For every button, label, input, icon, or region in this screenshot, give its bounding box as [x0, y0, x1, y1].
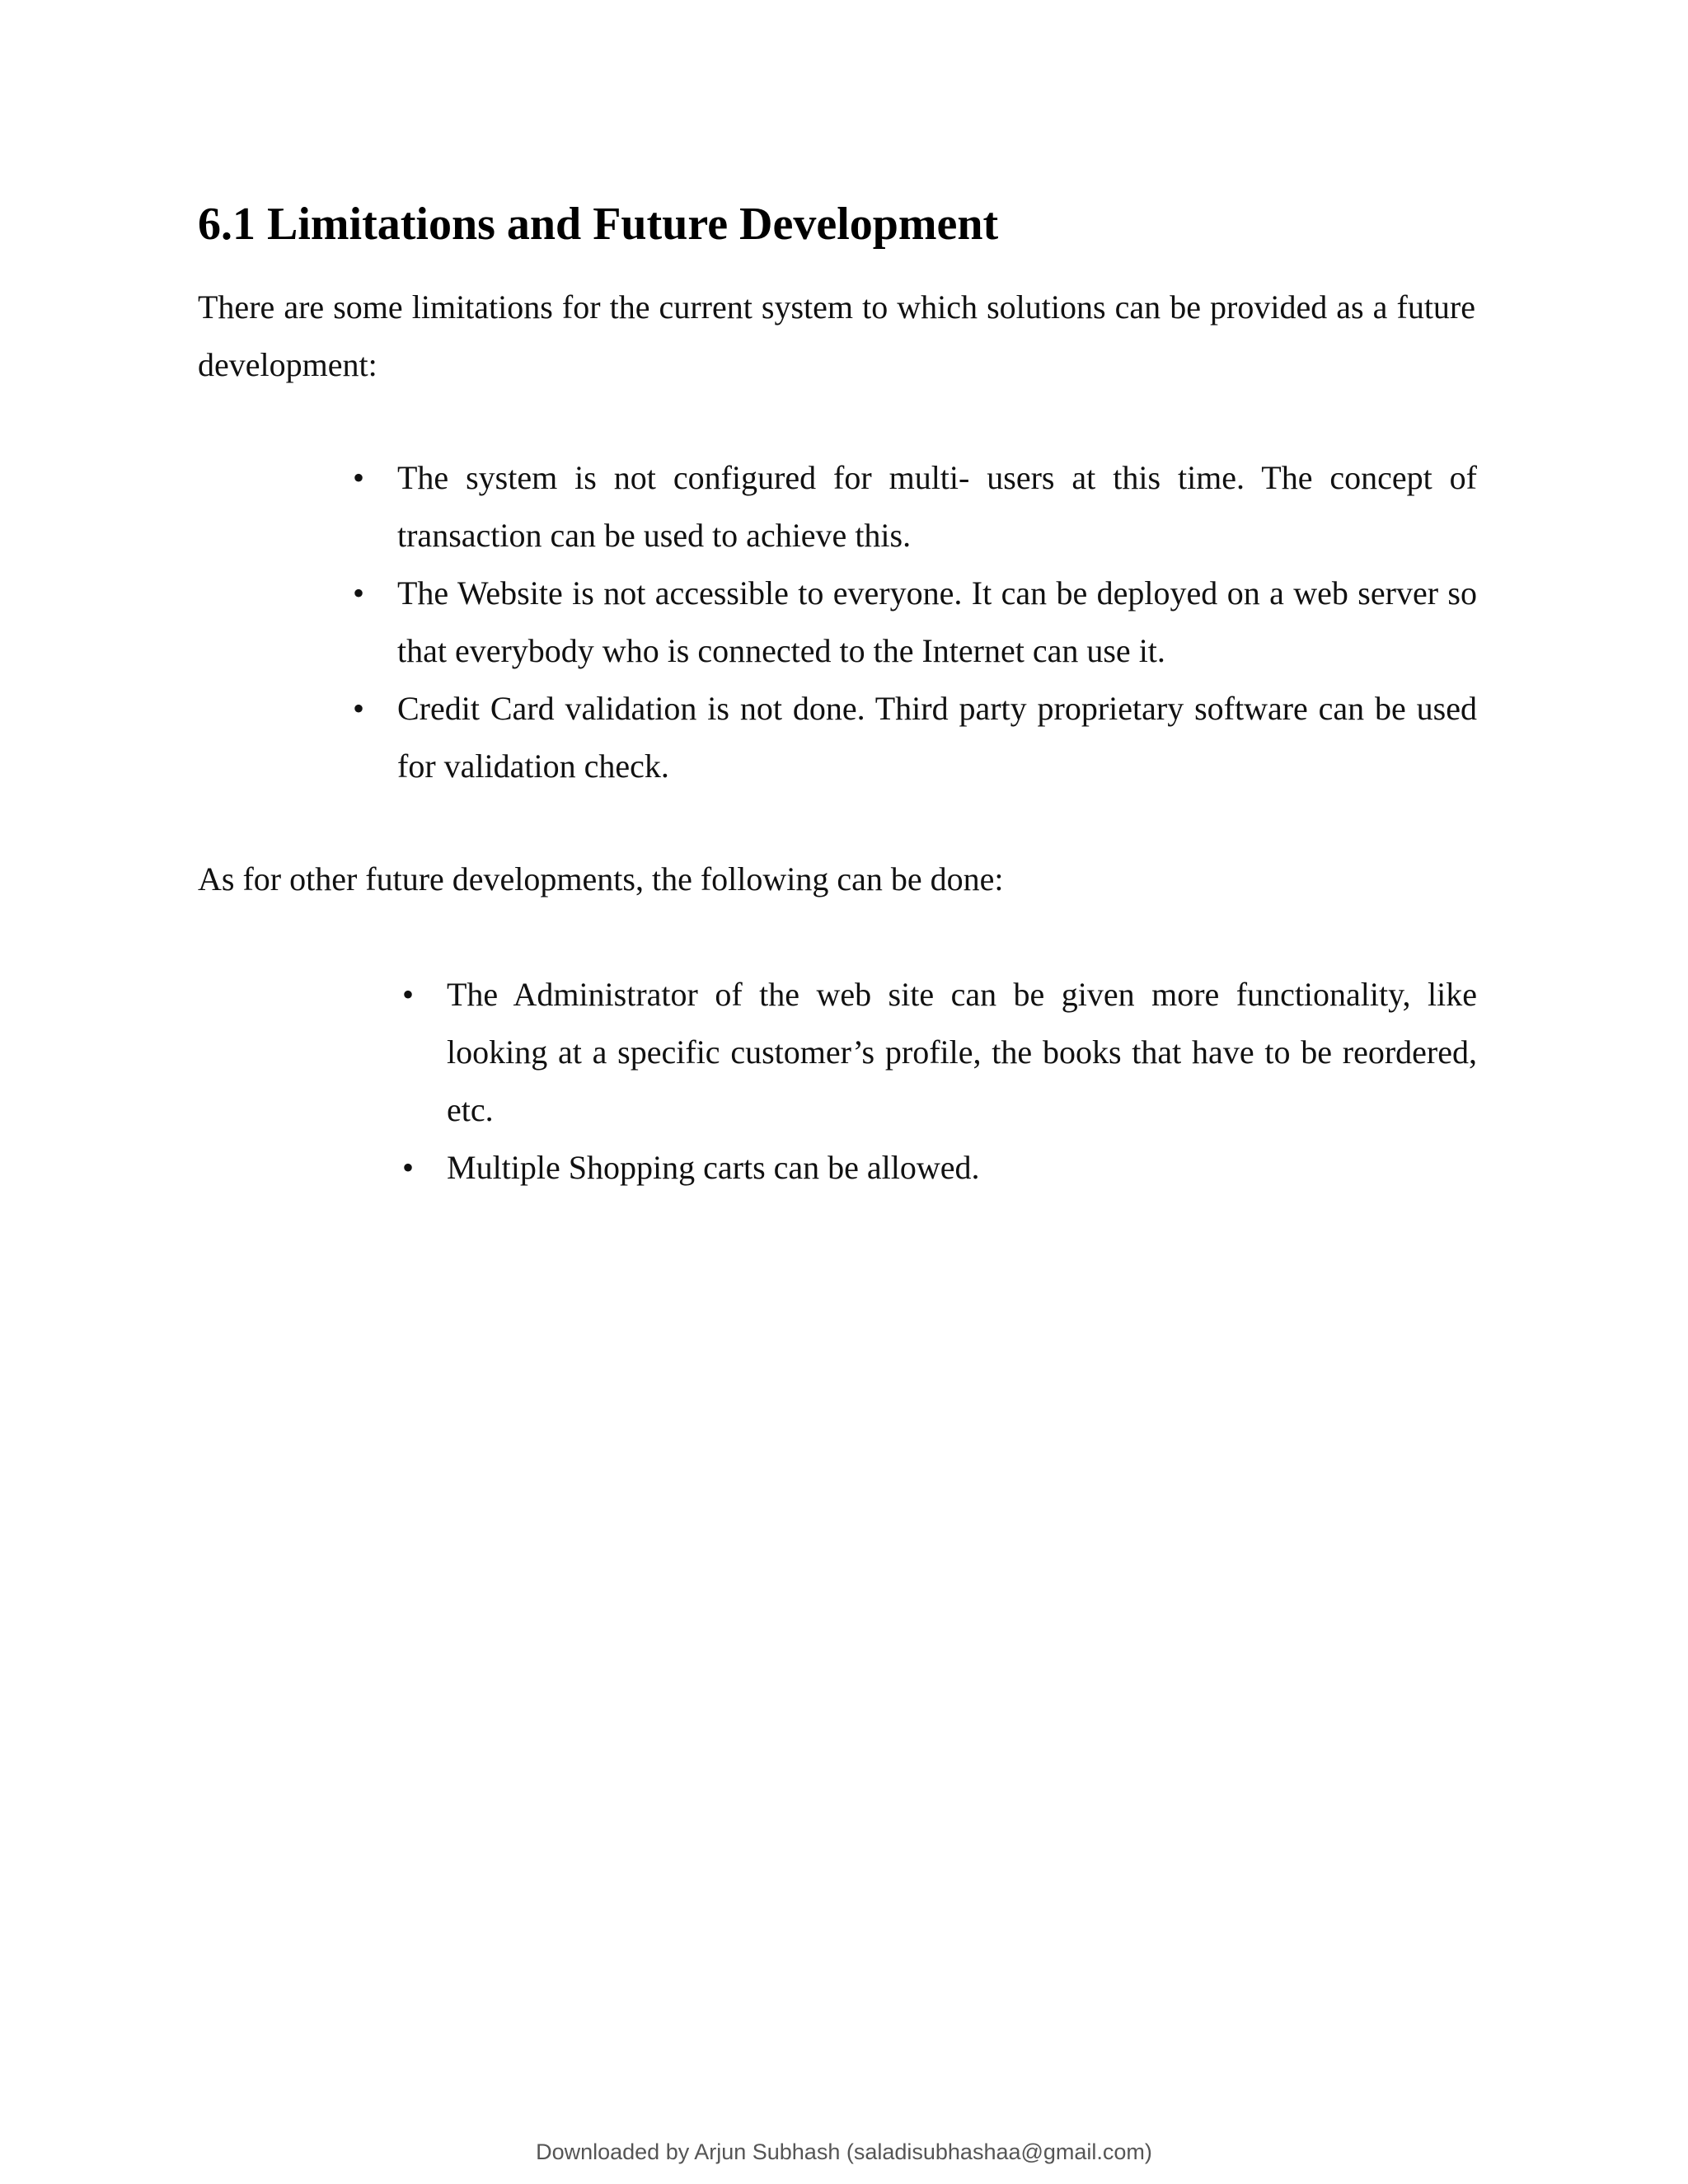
- limitations-list: [352, 449, 1477, 795]
- intro-paragraph: There are some limitations for the current system to which solutions can be provided as a future development:: [198, 288, 1475, 383]
- bullet-icon: •: [352, 574, 364, 612]
- list-item: [401, 966, 1477, 1139]
- bullet-icon: •: [352, 690, 364, 727]
- bullet-icon: •: [401, 1149, 414, 1186]
- other-developments-paragraph: As for other future developments, the following can be done:: [198, 860, 1004, 898]
- section-heading: 6.1 Limitations and Future Development: [198, 199, 999, 250]
- future-developments-list: [401, 966, 1477, 1197]
- list-item: [352, 565, 1477, 680]
- list-item-text: Credit Card validation is not done. Third party proprietary software can be used for validation check.: [397, 690, 1477, 785]
- list-item: [352, 680, 1477, 795]
- list-item: [401, 1139, 1477, 1197]
- list-item: [352, 449, 1477, 565]
- list-item-text: The system is not configured for multi- users at this time. The concept of transaction can be used to achieve this.: [397, 459, 1477, 554]
- download-footer: Downloaded by Arjun Subhash (saladisubhashaa@gmail.com): [536, 2139, 1152, 2164]
- bullet-icon: •: [352, 459, 364, 496]
- list-item-text: The Website is not accessible to everyone. It can be deployed on a web server so that everybody who is connected to the Internet can use it.: [397, 574, 1477, 669]
- list-item-text: The Administrator of the web site can be given more functionality, like looking at a specific customer’s profile, the books that have to be reordered, etc.: [447, 976, 1477, 1128]
- list-item-text: Multiple Shopping carts can be allowed.: [447, 1149, 980, 1186]
- bullet-icon: •: [401, 976, 414, 1013]
